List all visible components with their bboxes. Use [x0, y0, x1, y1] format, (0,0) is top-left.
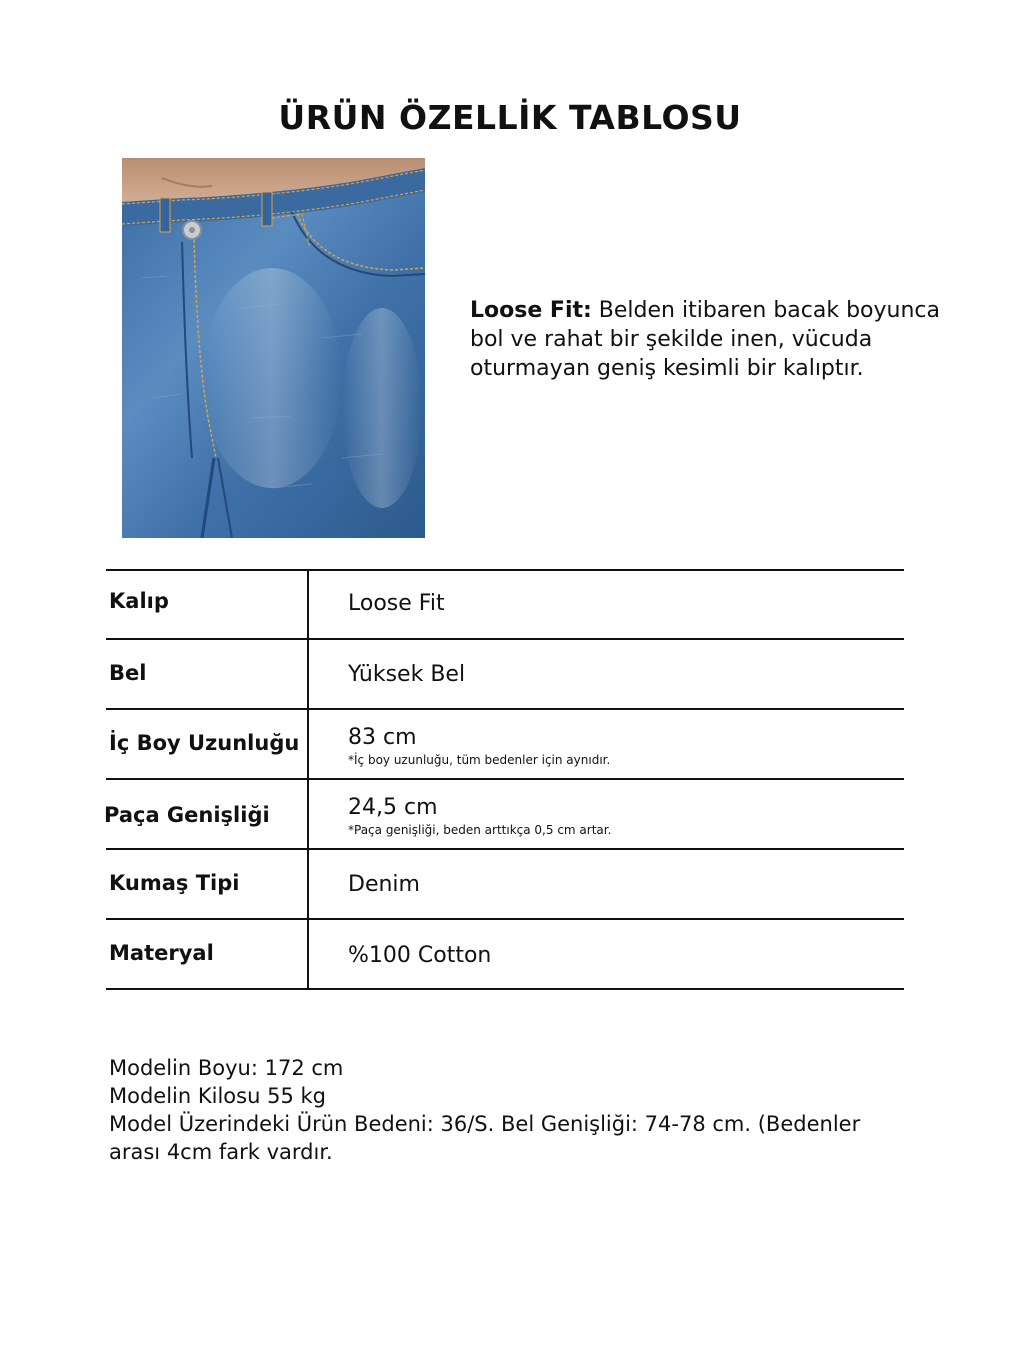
table-row [106, 919, 904, 989]
table-row [106, 639, 904, 709]
spec-label-materyal: Materyal [109, 941, 214, 965]
fit-description-text: Belden itibaren bacak boyunca bol ve rahat bir şekilde inen, vücuda oturmayan geniş kesimli bir kalıptır. [470, 298, 940, 381]
spec-label-ic-boy: İç Boy Uzunluğu [109, 731, 300, 755]
spec-label-paca: Paça Genişliği [104, 803, 270, 827]
model-size-line: Model Üzerindeki Ürün Bedeni: 36/S. Bel Genişliği: 74-78 cm. (Bedenler [109, 1112, 861, 1136]
page-title: ÜRÜN ÖZELLİK TABLOSU [278, 98, 742, 137]
spec-label-kumas: Kumaş Tipi [109, 871, 240, 895]
spec-value-kalip: Loose Fit [348, 591, 445, 616]
table-row [106, 779, 904, 849]
spec-value-paca: 24,5 cm [348, 795, 438, 820]
model-height: Modelin Boyu: 172 cm [109, 1056, 344, 1080]
fit-description-label: Loose Fit: [470, 298, 592, 323]
spec-value-kumas: Denim [348, 872, 420, 897]
spec-note-paca: *Paça genişliği, beden arttıkça 0,5 cm artar. [348, 823, 612, 837]
product-photo [122, 158, 425, 538]
spec-label-kalip: Kalıp [109, 589, 169, 613]
fit-description [470, 296, 940, 383]
spec-value-ic-boy: 83 cm [348, 725, 417, 750]
spec-value-materyal: %100 Cotton [348, 943, 492, 968]
spec-value-bel: Yüksek Bel [348, 662, 466, 687]
jeans-illustration [122, 158, 425, 538]
spec-note-ic-boy: *İç boy uzunluğu, tüm bedenler için aynıdır. [348, 753, 611, 767]
table-row [106, 849, 904, 919]
model-size-note: arası 4cm fark vardır. [109, 1140, 333, 1164]
model-weight: Modelin Kilosu 55 kg [109, 1084, 326, 1108]
table-row [106, 709, 904, 779]
spec-label-bel: Bel [109, 661, 147, 685]
model-info [109, 1054, 909, 1166]
spec-table [106, 569, 904, 990]
table-row [106, 569, 904, 639]
